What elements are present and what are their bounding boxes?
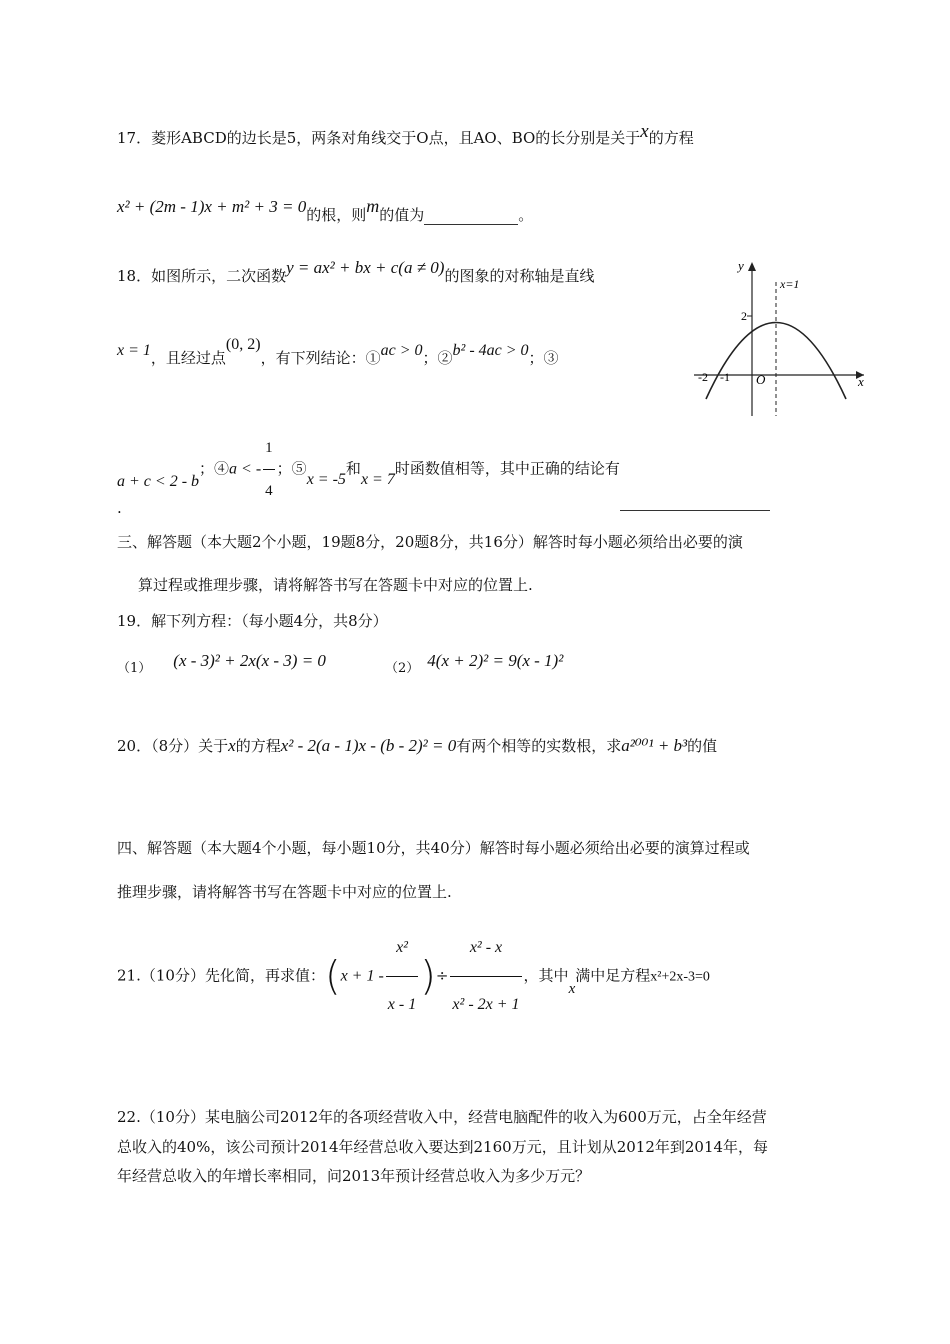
q20-text2: 的方程: [235, 737, 281, 755]
q18-conclusion2: b² - 4ac > 0: [452, 342, 529, 359]
graph-y-label: y: [738, 258, 744, 273]
q21-f1-num: x²: [386, 921, 418, 977]
q18-axis-eq: x = 1: [117, 342, 151, 359]
q21-f1-den: x - 1: [387, 996, 417, 1013]
q18-line1: [117, 258, 595, 285]
q17-equation: x² + (2m - 1)x + m² + 3 = 0: [117, 197, 307, 216]
q20-line: [117, 736, 717, 756]
q20-equation: x² - 2(a - 1)x - (b - 2)² = 0: [280, 736, 457, 755]
graph-tick-label-m2: -2: [698, 370, 708, 384]
q20-var-x: x: [228, 736, 236, 755]
q17-text3: 的根，则: [306, 206, 367, 224]
q18-fraction-den: 4: [265, 483, 273, 499]
q21-lhs: x + 1 -: [340, 967, 384, 985]
q18-answer-blank[interactable]: [620, 480, 770, 511]
q18-function: y = ax² + bx + c(a ≠ 0): [286, 258, 445, 277]
graph-x-label: x: [858, 374, 864, 389]
q21-equation: x²+2x-3=0: [650, 969, 710, 985]
q19-part2: [385, 651, 564, 676]
q18-conclusion5a: x = -5: [306, 470, 346, 488]
q20-text1: 20．（8分）关于: [117, 737, 229, 755]
q18-dot: .: [117, 499, 122, 517]
q18-line3: [117, 428, 770, 511]
q18-fraction-num: 1: [263, 428, 275, 470]
q17-line2: [117, 196, 534, 224]
graph-origin: O: [756, 372, 766, 387]
q21-div: ÷: [435, 966, 449, 985]
q18-sep1: ；②: [422, 349, 453, 367]
section4-line2: 推理步骤，请将解答书写在答题卡中对应的位置上.: [117, 883, 452, 901]
q18-and: 和: [345, 459, 361, 478]
q18-point: (0, 2): [225, 336, 261, 353]
q17-text2: 的方程: [648, 129, 694, 147]
q18-conclusion3: a + c < 2 - b: [117, 472, 200, 490]
q21-f2-den: x² - 2x + 1: [452, 996, 520, 1013]
q18-fraction: [263, 428, 275, 511]
q18-sep2: ；③: [528, 349, 559, 367]
q17-line1: [117, 121, 694, 148]
q18-text3: ，且经过点: [150, 349, 226, 367]
q18-conclusion4: a < -: [229, 460, 262, 478]
section3-line2: 算过程或推理步骤，请将解答书写在答题卡中对应的位置上.: [138, 576, 533, 594]
q17-text4: 的值为: [379, 206, 425, 224]
q17-end: 。: [518, 206, 534, 224]
q19-p1-label: （1）: [117, 661, 152, 676]
q21-fraction1: [386, 921, 418, 1032]
q19-p2-equation: 4(x + 2)² = 9(x - 1)²: [427, 651, 564, 670]
q18-sep3: ；④: [199, 459, 230, 478]
q21-text1: 21.（10分）先化简，再求值：: [117, 966, 325, 985]
q17-answer-blank[interactable]: [424, 206, 518, 225]
graph-tick-label-m1: -1: [720, 370, 730, 384]
q21-var-x: x: [568, 980, 576, 997]
q22-line2: 总收入的40%，该公司预计2014年经营总收入要达到2160万元，且计划从2012年到2014年，每: [117, 1138, 769, 1156]
q21-left-paren: (: [324, 953, 341, 1000]
q17-text1: 17．菱形ABCD的边长是5，两条对角线交于O点，且AO、BO的长分别是关于: [117, 129, 641, 147]
q18-text1: 18．如图所示，二次函数: [117, 267, 287, 285]
parabola-graph: [692, 258, 872, 418]
q21-right-paren: ): [420, 953, 436, 1000]
q17-var-m: m: [366, 196, 380, 216]
q18-text5: 时函数值相等，其中正确的结论有: [394, 459, 620, 478]
q19-title: 19．解下列方程：（每小题4分，共8分）: [117, 612, 388, 630]
q18-sep4: ；⑤: [276, 459, 307, 478]
q18-conclusion5b: x = 7: [360, 470, 395, 488]
q21-text2: ，其中: [523, 966, 569, 985]
q21-fraction2: [450, 921, 521, 1032]
q18-conclusion1: ac > 0: [380, 342, 423, 359]
q17-var-x: x: [640, 121, 649, 142]
q21-f2-num: x² - x: [450, 921, 521, 977]
q18-text4: ，有下列结论：①: [260, 349, 381, 367]
graph-tick-label-2: 2: [741, 309, 747, 323]
graph-y-arrow: [748, 262, 756, 271]
graph-axis-label: x=1: [780, 277, 800, 291]
q20-text4: 的值: [687, 737, 718, 755]
q18-line2: [117, 336, 559, 367]
q19-p1-equation: (x - 3)² + 2x(x - 3) = 0: [173, 651, 326, 670]
q22-line3: 年经营总收入的年增长率相同，问2013年预计经营总收入为多少万元？: [117, 1167, 591, 1185]
q18-text2: 的图象的对称轴是直线: [444, 267, 595, 285]
q19-part1: [117, 651, 326, 676]
q22-line1: 22.（10分）某电脑公司2012年的各项经营收入中，经营电脑配件的收入为600万元，占全年经营: [117, 1108, 767, 1126]
q19-p2-label: （2）: [385, 661, 420, 676]
q20-expression: a²⁰⁰¹ + b³: [621, 736, 688, 755]
q21-text3: 满中足方程: [575, 966, 651, 985]
q21-line: [117, 921, 710, 1032]
section3-line1: 三、解答题（本大题2个小题，19题8分，20题8分，共16分）解答时每小题必须给出必要的演: [117, 533, 743, 551]
q20-text3: 有两个相等的实数根，求: [456, 737, 622, 755]
section4-line1: 四、解答题（本大题4个小题，每小题10分，共40分）解答时每小题必须给出必要的演算过程或: [117, 839, 750, 857]
